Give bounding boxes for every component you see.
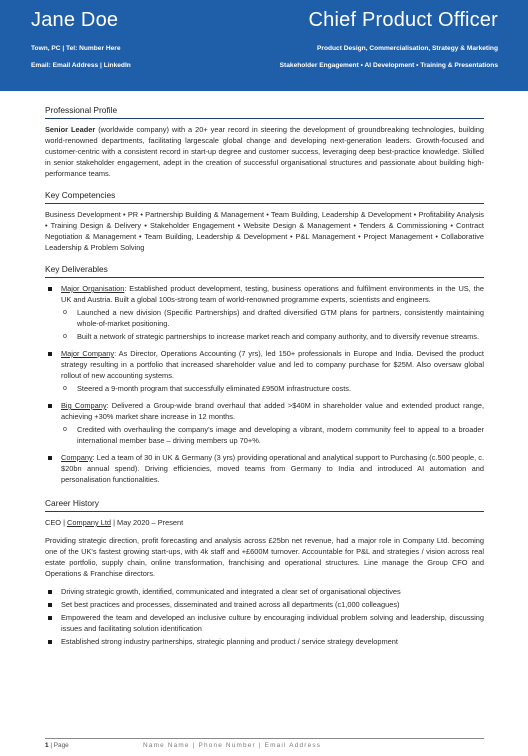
deliverables-list [45,283,484,485]
career-bullet: Established strong industry partnerships, strategic planning and product / service strategy development [45,636,484,647]
skills-line-2: Stakeholder Engagement • AI Development • Training & Presentations [279,62,498,69]
page-footer [45,738,484,751]
section-title-competencies: Key Competencies [45,190,484,204]
career-company: Company Ltd [67,518,112,527]
section-title-career: Career History [45,498,484,512]
deliverable-subitem: o Launched a new division (Specific Partnerships) and drafted diversified GTM plans for partners, consistently maintaining whole-of-market positioning. [61,307,484,329]
resume-content [45,105,484,649]
footer-contact: Name Name | Phone Number | Email Address [143,742,322,749]
deliverable-text: : Led a team of 30 in UK & Germany (3 yrs) providing operational and analytical support to Purchasing (c.500 people, c. $20bn annual spend). Driving efficiencies, moved teams from Germany to India and introduced AI automation and personalisation functionalities. [61,453,484,484]
candidate-title: Chief Product Officer [308,9,498,31]
profile-paragraph [45,124,484,179]
career-summary: Providing strategic direction, profit forecasting and analysis across £25bn net revenue, had a major role in Company Ltd. becoming one of the UK's fastest growing start-ups, with 4k staff and +£600M turnover. Accountable for P&L and strategies / vision across real estate portfolio, supply chain, online transformation, franchising and operational structures. Line manage the Group CFO and Operations & Franchise directors. [45,536,484,578]
career-bullet: Driving strategic growth, identified, communicated and integrated a clear set of organisational objectives [45,586,484,597]
deliverable-text: : As Director, Operations Accounting (7 yrs), led 150+ professionals in Europe and India. Devised the product strategy resulting in a portfolio that increased shareholder value and led to company purchase for $25M. Also oversaw global rollout of new accounting systems. [61,349,484,380]
profile-lead: Senior Leader [45,125,96,134]
section-title-deliverables: Key Deliverables [45,264,484,278]
section-title-profile: Professional Profile [45,105,484,119]
deliverable-item [45,283,484,342]
deliverable-sublist [61,424,484,446]
career-role: CEO [45,518,62,527]
deliverable-item [45,348,484,394]
deliverable-label: Major Organisation [61,284,125,293]
deliverable-item [45,452,484,485]
deliverable-label: Big Company [61,401,107,410]
career-bullets [45,586,484,647]
deliverable-sublist [61,307,484,342]
career-role-line: CEO | Company Ltd | May 2020 – Present [45,518,184,527]
deliverable-text: : Delivered a Group-wide brand overhaul that added >$40M in shareholder value and extended product range, achieving +30% market share increase in 12 months. [61,401,484,421]
candidate-name: Jane Doe [31,9,119,31]
career-bullet: Set best practices and processes, disseminated and trained across all departments (c1,000 colleagues) [45,599,484,610]
header-banner [0,0,528,91]
career-bullet: Empowered the team and developed an inclusive culture by encouraging individual problem solving and leadership, discussing issues and facilitating solution identification [45,612,484,634]
deliverable-item [45,400,484,446]
skills-line-1: Product Design, Commercialisation, Strategy & Marketing [316,45,498,52]
competencies-text: Business Development • PR • Partnership Building & Management • Team Building, Leadership & Development • Profitability Analysis • Training Design & Delivery • Stakeholder Engagement • Website Design & Management • Tenders & Commissioning • Contract Negotiation & Management • Team Building, Leadership & Development • P&L Management • Project Management • Collaborative Leadership & Problem Solving [45,210,484,252]
profile-text: (worldwide company) with a 20+ year record in steering the development of groundbreaking technologies, building world-renowned departments, facilitating largescale global change and developing next-generation leaders. Growth-focused and customer-centric with a consistent record in start-up degree and customer success, leveraging deep best-practice knowledge. Skilled in senior stakeholder engagement, adept in the creation of successful organisational structures and passionate about building high-performance teams. [45,125,484,178]
page-number: 1 | Page [45,742,69,749]
deliverable-label: Major Company [61,349,115,358]
deliverable-subitem: o Built a network of strategic partnerships to increase market reach and company authority, and to diversify revenue streams. [61,331,484,342]
deliverable-text: : Established product development, testing, business operations and fulfilment environments in the US, the UK and Austria. Built a global 100s-strong team of world-renowned programme experts, scientists and engineers. [61,284,484,304]
contact-line-location-phone: Town, PC | Tel: Number Here [31,45,121,52]
deliverable-subitem: o Credited with overhauling the company's image and developing a vibrant, modern community feel to appeal to a broader international member base – driving members up 70+%. [61,424,484,446]
deliverable-sublist [61,383,484,394]
career-dates: May 2020 – Present [117,518,184,527]
contact-line-email-linkedin: Email: Email Address | LinkedIn [31,62,131,69]
deliverable-label: Company [61,453,93,462]
deliverable-subitem: o Steered a 9-month program that successfully eliminated £950M infrastructure costs. [61,383,484,394]
